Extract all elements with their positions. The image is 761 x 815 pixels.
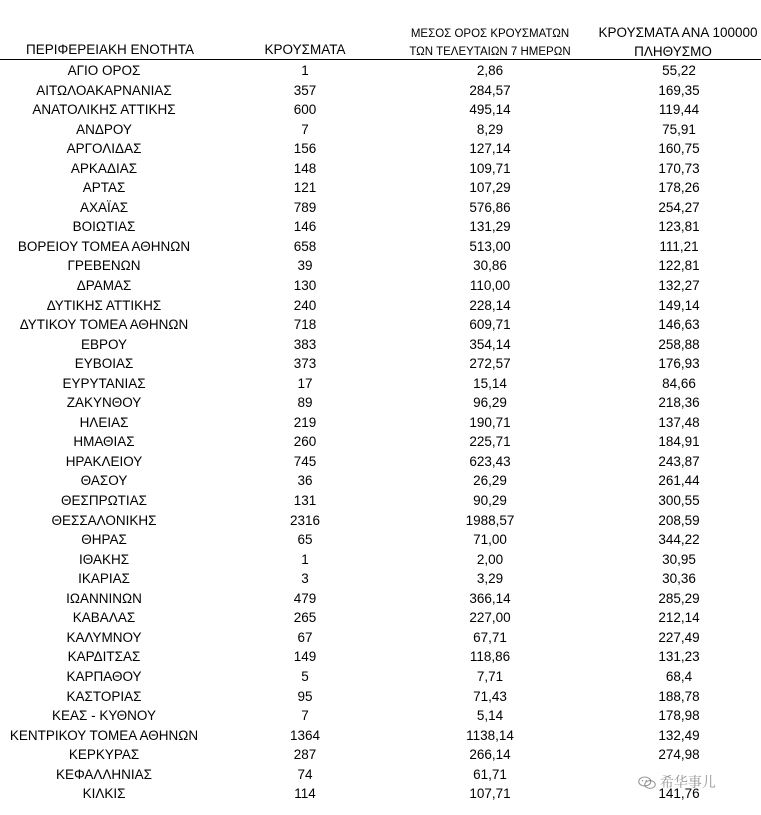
table-row [0, 276, 761, 296]
cell-per100k: 243,87 [658, 453, 700, 469]
table-row [0, 726, 761, 746]
table-row [0, 81, 761, 101]
table-row [0, 237, 761, 257]
cell-per100k: 274,98 [658, 747, 700, 763]
cell-region: ΚΕΑΣ - ΚΥΘΝΟΥ [52, 708, 156, 724]
cell-avg7: 513,00 [469, 238, 511, 254]
table-row [0, 178, 761, 198]
table-row [0, 471, 761, 491]
table-row [0, 393, 761, 413]
cell-per100k: 178,98 [658, 708, 700, 724]
cell-per100k: 169,35 [658, 82, 700, 98]
cell-per100k: 160,75 [658, 141, 700, 157]
cell-per100k: 188,78 [658, 688, 700, 704]
header-cases: ΚΡΟΥΣΜΑΤΑ [264, 42, 346, 57]
cell-per100k: 208,59 [658, 512, 700, 528]
cell-region: ΘΕΣΣΑΛΟΝΙΚΗΣ [51, 512, 157, 528]
cell-avg7: 7,71 [476, 668, 504, 684]
cell-avg7: 228,14 [469, 297, 511, 313]
table-row [0, 569, 761, 589]
cell-per100k: 170,73 [658, 160, 700, 176]
table-row [0, 335, 761, 355]
table-row [0, 120, 761, 140]
cell-cases: 7 [301, 708, 309, 724]
cell-region: ΗΛΕΙΑΣ [79, 414, 129, 430]
cell-region: ΚΑΣΤΟΡΙΑΣ [66, 688, 142, 704]
cell-avg7: 2,00 [476, 551, 504, 567]
header-avg7-line1: ΜΕΣΟΣ ΟΡΟΣ ΚΡΟΥΣΜΑΤΩΝ [410, 28, 570, 40]
cell-per100k: 131,23 [658, 649, 700, 665]
table-row [0, 667, 761, 687]
cell-region: ΚΕΦΑΛΛΗΝΙΑΣ [55, 766, 153, 782]
cell-per100k: 285,29 [658, 590, 700, 606]
cell-region: ΚΑΡΔΙΤΣΑΣ [67, 649, 141, 665]
table-row [0, 647, 761, 667]
cell-per100k: 84,66 [662, 375, 696, 391]
cell-cases: 373 [293, 356, 317, 372]
cell-avg7: 5,14 [476, 708, 504, 724]
cell-region: ΚΑΒΑΛΑΣ [72, 610, 136, 626]
cell-cases: 357 [293, 82, 317, 98]
cell-cases: 121 [293, 180, 317, 196]
cell-per100k: 344,22 [658, 532, 700, 548]
cell-region: ΗΡΑΚΛΕΙΟΥ [65, 453, 143, 469]
cell-cases: 149 [293, 649, 317, 665]
cell-per100k: 149,14 [658, 297, 700, 313]
cell-cases: 219 [293, 414, 317, 430]
cell-per100k: 178,26 [658, 180, 700, 196]
cell-region: ΑΝΑΤΟΛΙΚΗΣ ΑΤΤΙΚΗΣ [32, 102, 176, 118]
cell-cases: 1364 [289, 727, 321, 743]
cell-per100k: 111,21 [659, 238, 699, 254]
cell-cases: 130 [293, 278, 317, 294]
cell-avg7: 131,29 [469, 219, 511, 235]
cell-per100k: 184,91 [658, 434, 700, 450]
cell-avg7: 107,71 [469, 786, 511, 802]
cell-avg7: 1988,57 [465, 512, 515, 528]
cell-cases: 65 [297, 532, 313, 548]
cell-avg7: 109,71 [469, 160, 511, 176]
cell-region: ΚΑΛΥΜΝΟΥ [66, 629, 142, 645]
table-row [0, 296, 761, 316]
cell-cases: 36 [297, 473, 313, 489]
cell-avg7: 110,00 [469, 278, 511, 294]
cell-cases: 600 [293, 102, 317, 118]
cell-cases: 287 [293, 747, 317, 763]
header-per100k-line1: ΚΡΟΥΣΜΑΤΑ ΑΝΑ 100000 [598, 25, 758, 40]
cell-avg7: 90,29 [473, 493, 507, 509]
cell-avg7: 8,29 [476, 121, 504, 137]
table-row [0, 530, 761, 550]
cell-region: ΕΥΒΟΙΑΣ [74, 356, 134, 372]
cell-avg7: 71,43 [473, 688, 507, 704]
cell-avg7: 354,14 [469, 336, 511, 352]
cell-cases: 789 [293, 199, 317, 215]
cell-region: ΖΑΚΥΝΘΟΥ [66, 395, 142, 411]
cell-cases: 1 [301, 63, 309, 78]
cell-region: ΔΥΤΙΚΟΥ ΤΟΜΕΑ ΑΘΗΝΩΝ [19, 317, 189, 333]
cell-per100k: 119,44 [658, 102, 700, 118]
cell-per100k: 132,27 [658, 278, 700, 294]
cell-region: ΑΡΚΑΔΙΑΣ [70, 160, 138, 176]
cell-cases: 7 [301, 121, 309, 137]
table-row [0, 139, 761, 159]
cell-cases: 17 [297, 375, 313, 391]
cell-region: ΓΡΕΒΕΝΩΝ [67, 258, 141, 274]
cell-cases: 658 [293, 238, 317, 254]
cell-cases: 265 [293, 610, 317, 626]
cell-cases: 718 [293, 317, 317, 333]
cell-region: ΗΜΑΘΙΑΣ [73, 434, 135, 450]
cell-cases: 479 [293, 590, 317, 606]
cell-avg7: 71,00 [473, 532, 507, 548]
cell-avg7: 30,86 [473, 258, 507, 274]
header-per100k [588, 23, 761, 61]
cell-region: ΔΥΤΙΚΗΣ ΑΤΤΙΚΗΣ [46, 297, 162, 313]
table-row [0, 217, 761, 237]
header-avg7 [395, 25, 585, 61]
cell-cases: 114 [294, 786, 316, 802]
cell-cases: 240 [293, 297, 317, 313]
cell-per100k: 68,4 [665, 668, 693, 684]
table-row [0, 159, 761, 179]
cell-per100k: 132,49 [658, 727, 700, 743]
table-row [0, 100, 761, 120]
cell-cases: 131 [293, 493, 317, 509]
table-row [0, 413, 761, 433]
cell-cases: 74 [297, 766, 313, 782]
cell-region: ΚΑΡΠΑΘΟΥ [66, 668, 142, 684]
cell-avg7: 225,71 [469, 434, 511, 450]
cell-region: ΑΓΙΟ ΟΡΟΣ [67, 63, 141, 78]
cell-per100k: 300,55 [658, 493, 700, 509]
cell-cases: 89 [297, 395, 313, 411]
cell-per100k: 146,63 [658, 317, 700, 333]
cell-region: ΑΝΔΡΟΥ [76, 121, 132, 137]
table-row [0, 550, 761, 570]
header-per100k-line2: ΠΛΗΘΥΣΜΟ [634, 44, 712, 59]
cell-region: ΔΡΑΜΑΣ [76, 278, 132, 294]
header-avg7-line2: ΤΩΝ ΤΕΛΕΥΤΑΙΩΝ 7 ΗΜΕΡΩΝ [409, 46, 571, 58]
wechat-icon [638, 776, 656, 790]
cell-per100k: 254,27 [658, 199, 700, 215]
cell-per100k: 30,95 [662, 551, 696, 567]
table-row [0, 61, 761, 81]
table-row [0, 628, 761, 648]
cell-cases: 146 [293, 219, 317, 235]
cell-per100k: 258,88 [658, 336, 700, 352]
table-row [0, 491, 761, 511]
cell-per100k: 123,81 [658, 219, 700, 235]
cell-avg7: 61,71 [473, 766, 507, 782]
cell-cases: 745 [293, 453, 317, 469]
cell-region: ΘΕΣΠΡΩΤΙΑΣ [60, 493, 148, 509]
table-row [0, 608, 761, 628]
cell-region: ΕΥΡΥΤΑΝΙΑΣ [62, 375, 146, 391]
cell-cases: 148 [293, 160, 317, 176]
cell-per100k: 261,44 [658, 473, 700, 489]
table-row [0, 706, 761, 726]
cell-avg7: 623,43 [469, 453, 511, 469]
cell-region: ΙΘΑΚΗΣ [78, 551, 130, 567]
cell-per100k: 176,93 [658, 356, 700, 372]
cell-per100k: 212,14 [658, 610, 700, 626]
table-row [0, 354, 761, 374]
cell-per100k: 30,36 [662, 571, 696, 587]
data-table [0, 61, 761, 804]
cell-per100k: 75,91 [662, 121, 696, 137]
cell-cases: 39 [297, 258, 313, 274]
cell-avg7: 227,00 [469, 610, 511, 626]
cell-avg7: 1138,14 [466, 727, 514, 743]
cell-region: ΒΟΙΩΤΙΑΣ [72, 219, 136, 235]
cell-cases: 5 [301, 668, 309, 684]
cell-region: ΑΙΤΩΛΟΑΚΑΡΝΑΝΙΑΣ [36, 82, 172, 98]
table-row [0, 432, 761, 452]
cell-cases: 156 [293, 141, 317, 157]
table-row [0, 589, 761, 609]
cell-per100k: 227,49 [658, 629, 700, 645]
cell-avg7: 26,29 [473, 473, 507, 489]
table-row [0, 315, 761, 335]
cell-avg7: 15,14 [473, 375, 507, 391]
cell-avg7: 576,86 [469, 199, 511, 215]
table-row [0, 687, 761, 707]
cell-region: ΙΚΑΡΙΑΣ [78, 571, 130, 587]
cell-avg7: 2,86 [476, 63, 504, 78]
cell-avg7: 67,71 [473, 629, 507, 645]
cell-avg7: 495,14 [469, 102, 511, 118]
table-row [0, 452, 761, 472]
cell-region: ΒΟΡΕΙΟΥ ΤΟΜΕΑ ΑΘΗΝΩΝ [17, 238, 191, 254]
cell-avg7: 107,29 [469, 180, 511, 196]
cell-avg7: 284,57 [469, 82, 511, 98]
cell-cases: 67 [297, 629, 313, 645]
cell-avg7: 3,29 [476, 571, 504, 587]
cell-cases: 2316 [289, 512, 321, 528]
cell-per100k: 137,48 [658, 414, 700, 430]
table-row [0, 745, 761, 765]
table-row [0, 374, 761, 394]
cell-region: ΚΕΝΤΡΙΚΟΥ ΤΟΜΕΑ ΑΘΗΝΩΝ [9, 727, 199, 743]
cell-cases: 3 [301, 571, 309, 587]
table-row [0, 198, 761, 218]
cell-region: ΚΕΡΚΥΡΑΣ [68, 747, 140, 763]
watermark [638, 772, 716, 792]
cell-avg7: 609,71 [469, 317, 511, 333]
cell-avg7: 266,14 [469, 747, 511, 763]
cell-per100k: 55,22 [662, 63, 696, 78]
cell-avg7: 366,14 [469, 590, 511, 606]
cell-avg7: 127,14 [469, 141, 511, 157]
cell-region: ΘΗΡΑΣ [81, 532, 127, 548]
header-region: ΠΕΡΙΦΕΡΕΙΑΚΗ ΕΝΟΤΗΤΑ [25, 42, 195, 57]
cell-region: ΑΡΤΑΣ [82, 180, 126, 196]
watermark-text: 希华事儿 [659, 774, 716, 790]
header-underline [0, 59, 761, 60]
cell-avg7: 96,29 [473, 395, 507, 411]
cell-cases: 260 [293, 434, 317, 450]
table-row [0, 511, 761, 531]
cell-region: ΙΩΑΝΝΙΝΩΝ [66, 590, 142, 606]
cell-avg7: 272,57 [469, 356, 511, 372]
cell-cases: 383 [293, 336, 317, 352]
cell-per100k: 141,76 [658, 786, 700, 802]
cell-avg7: 190,71 [469, 414, 511, 430]
cell-cases: 1 [301, 551, 309, 567]
cell-cases: 95 [297, 688, 313, 704]
cell-per100k: 122,81 [658, 258, 700, 274]
cell-region: ΑΧΑΪΑΣ [79, 199, 129, 215]
cell-region: ΑΡΓΟΛΙΔΑΣ [66, 141, 142, 157]
cell-region: ΕΒΡΟΥ [80, 336, 128, 352]
table-row [0, 256, 761, 276]
cell-region: ΘΑΣΟΥ [80, 473, 128, 489]
cell-per100k: 218,36 [658, 395, 700, 411]
cell-region: ΚΙΛΚΙΣ [82, 786, 126, 802]
cell-avg7: 118,86 [469, 649, 511, 665]
